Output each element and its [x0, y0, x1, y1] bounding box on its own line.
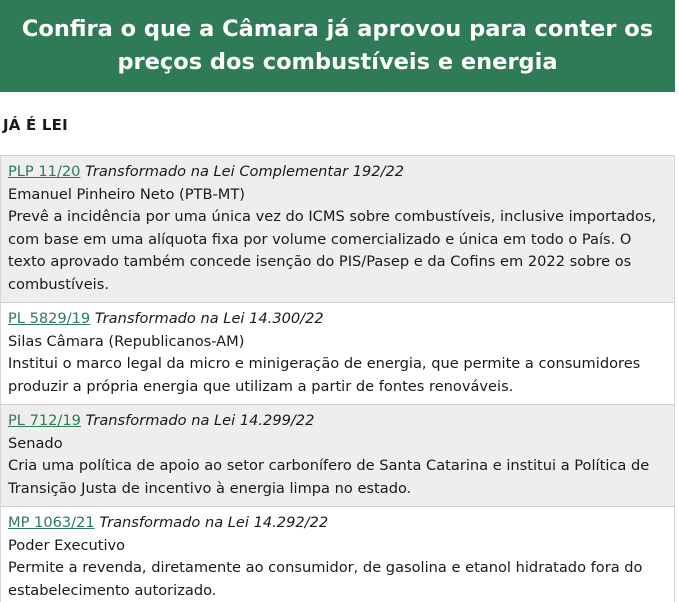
law-status: Transformado na Lei 14.300/22: [94, 310, 324, 327]
entry-header: [8, 410, 668, 433]
bill-author: Poder Executivo: [8, 536, 126, 554]
bill-link[interactable]: PL 5829/19: [8, 310, 91, 327]
law-status: Transformado na Lei 14.292/22: [99, 514, 329, 531]
list-item: [1, 156, 674, 303]
bill-link[interactable]: PL 712/19: [8, 412, 81, 429]
law-status: Transformado na Lei Complementar 192/22: [85, 163, 405, 180]
law-status: Transformado na Lei 14.299/22: [85, 412, 315, 429]
entry-header: [8, 308, 668, 331]
bill-summary: Institui o marco legal da micro e minigeração de energia, que permite a consumidores produzir a própria energia que utilizam a partir de fontes renováveis.: [8, 355, 641, 395]
bill-summary: Permite a revenda, diretamente ao consumidor, de gasolina e etanol hidratado fora do estabelecimento autorizado.: [8, 559, 643, 599]
bill-link[interactable]: MP 1063/21: [8, 514, 95, 531]
bill-summary: Cria uma política de apoio ao setor carbonífero de Santa Catarina e institui a Política de Transição Justa de incentivo à energia limpa no estado.: [8, 457, 650, 497]
bill-author: Silas Câmara (Republicanos-AM): [8, 332, 245, 350]
bill-author: Emanuel Pinheiro Neto (PTB-MT): [8, 185, 245, 203]
bill-author: Senado: [8, 434, 63, 452]
entry-header: [8, 512, 668, 535]
header-banner: [0, 0, 675, 92]
bill-summary: Prevê a incidência por uma única vez do ICMS sobre combustíveis, inclusive importados, com base em uma alíquota fixa por volume comercializado e única em todo o País. O texto aprovado também concede isenção do PIS/Pasep e da Cofins em 2022 sobre os combustíveis.: [8, 208, 657, 293]
bill-link[interactable]: PLP 11/20: [8, 163, 81, 180]
list-item: [1, 303, 674, 405]
entry-header: [8, 161, 668, 184]
list-item: [1, 507, 674, 602]
banner-title: Confira o que a Câmara já aprovou para conter os preços dos combustíveis e energia: [21, 16, 654, 75]
law-list: [0, 155, 675, 602]
section-heading: JÁ É LEI: [3, 116, 68, 134]
list-item: [1, 405, 674, 507]
